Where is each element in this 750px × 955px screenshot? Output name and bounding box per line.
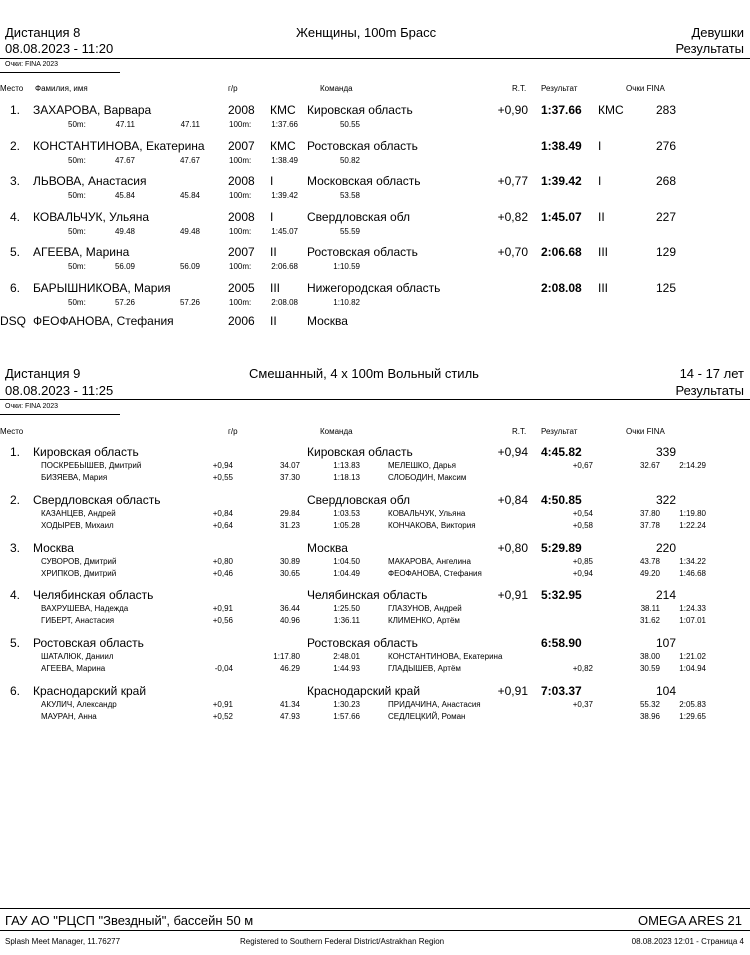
swimmer-name: ХОДЫРЕВ, Михаил	[41, 520, 114, 530]
split-100-lap: 1:10.82	[333, 297, 360, 307]
result-time: 5:29.89	[541, 540, 582, 555]
divider	[0, 72, 120, 73]
footer-software: Splash Meet Manager, 11.76277	[5, 937, 121, 946]
team: Московская область	[307, 174, 421, 188]
swimmer-name: ШАТАЛЮК, Даниил	[41, 652, 114, 662]
swimmer-split: 31.23	[279, 520, 300, 530]
team: Кировская область	[307, 103, 413, 117]
swimmer-time: 2:48.01	[333, 652, 360, 662]
swimmer-name: ГЛАЗУНОВ, Андрей	[388, 604, 462, 614]
rank: II	[270, 245, 277, 259]
swimmer-split: 40.96	[279, 616, 300, 626]
swimmer-split: 38.96	[639, 712, 660, 721]
birth-year: 2006	[228, 314, 255, 328]
col-result: Результат	[541, 84, 578, 93]
athlete-name: ФЕОФАНОВА, Стефания	[33, 314, 174, 328]
result-rank: III	[598, 280, 609, 295]
swimmer-time: 1:05.28	[333, 520, 360, 530]
birth-year: 2007	[228, 245, 255, 259]
points-system: Очки: FINA 2023	[5, 403, 59, 410]
swimmer-name: ПРИДАЧИНА, Анастасия	[388, 700, 481, 709]
swimmer-time: 1:04.94	[679, 664, 706, 674]
rank: III	[270, 280, 281, 295]
reaction-time: +0,91	[497, 588, 528, 603]
col-place: Место	[0, 427, 24, 436]
result-rank: III	[598, 245, 609, 259]
place: 1.	[10, 445, 21, 459]
team: Москва	[33, 540, 74, 555]
swimmer-rt: +0,37	[572, 700, 593, 709]
split-100: 1:37.66	[271, 120, 298, 129]
birth-year: 2008	[228, 209, 255, 224]
col-rt: R.T.	[512, 84, 527, 93]
footer-divider	[0, 908, 750, 909]
split-100-lap: 53.58	[339, 191, 360, 200]
swimmer-name: ГЛАДЫШЕВ, Артём	[388, 664, 461, 674]
split-50: 57.26	[114, 297, 135, 307]
col-yob: г/р	[228, 84, 238, 93]
swimmer-time: 1:19.80	[679, 508, 706, 518]
swimmer-name: ХРИПКОВ, Дмитрий	[41, 568, 117, 578]
rank: II	[270, 314, 277, 328]
split-label: 100m:	[229, 226, 252, 236]
swimmer-name: СЕДЛЕЦКИЙ, Роман	[388, 712, 466, 721]
event-date: 08.08.2023 - 11:25	[5, 383, 114, 398]
result-time: 1:45.07	[541, 209, 582, 224]
split-label: 100m:	[229, 120, 252, 129]
place: DSQ	[0, 314, 27, 328]
swimmer-rt: +0,94	[212, 461, 233, 470]
swimmer-time: 1:29.65	[679, 712, 706, 721]
swimmer-split: 41.34	[279, 700, 300, 709]
swimmer-name: БИЗЯЕВА, Мария	[41, 473, 108, 482]
footer-registered: Registered to Southern Federal District/Astrakhan Region	[240, 937, 445, 946]
swimmer-time: 1:44.93	[333, 664, 360, 674]
split-100: 1:45.07	[271, 226, 298, 236]
swimmer-time: 1:04.49	[333, 568, 360, 578]
split-label: 100m:	[229, 191, 252, 200]
team-short: Москва	[307, 540, 348, 555]
split-100: 1:38.49	[271, 155, 298, 165]
split-50: 47.11	[115, 120, 135, 129]
fina-points: 129	[656, 245, 677, 259]
swimmer-time: 1:34.22	[679, 556, 706, 566]
split-label: 50m:	[68, 120, 86, 129]
athlete-name: ЛЬВОВА, Анастасия	[33, 174, 147, 188]
col-team: Команда	[320, 84, 353, 93]
swimmer-name: КАЗАНЦЕВ, Андрей	[41, 508, 116, 518]
result-time: 4:50.85	[541, 492, 582, 507]
swimmer-name: ПОСКРЕБЫШЕВ, Дмитрий	[41, 461, 142, 470]
split-50-cum: 57.26	[179, 297, 200, 307]
footer-venue: ГАУ АО "РЦСП "Звездный", бассейн 50 м	[5, 913, 254, 928]
split-100: 2:08.08	[271, 297, 298, 307]
swimmer-name: АГЕЕВА, Марина	[41, 664, 106, 674]
birth-year: 2008	[228, 103, 255, 117]
swimmer-split: 46.29	[279, 664, 300, 674]
col-place: Место	[0, 84, 24, 93]
swimmer-time: 1:13.83	[333, 461, 360, 470]
reaction-time: +0,90	[497, 103, 528, 117]
swimmer-name: МЕЛЕШКО, Дарья	[388, 461, 456, 470]
split-50: 45.84	[114, 191, 135, 200]
split-50-cum: 47.11	[180, 120, 200, 129]
result-time: 4:45.82	[541, 445, 582, 459]
place: 5.	[10, 636, 21, 651]
swimmer-name: СЛОБОДИН, Максим	[388, 473, 467, 482]
swimmer-time: 1:18.13	[333, 473, 360, 482]
swimmer-rt: +0,52	[212, 712, 233, 721]
team: Свердловская обл	[307, 209, 411, 224]
place: 2.	[10, 138, 21, 153]
swimmer-rt: +0,84	[212, 508, 233, 518]
swimmer-rt: +0,55	[212, 473, 233, 482]
fina-points: 283	[656, 103, 677, 117]
event-results-label: Результаты	[675, 383, 744, 398]
swimmer-rt: +0,64	[212, 520, 233, 530]
team: Кировская область	[33, 445, 139, 459]
event-date: 08.08.2023 - 11:20	[5, 41, 114, 56]
swimmer-split: 30.65	[279, 568, 300, 578]
result-time: 5:32.95	[541, 588, 582, 603]
event-distance: Дистанция 8	[5, 25, 81, 40]
team-short: Свердловская обл	[307, 492, 411, 507]
place: 6.	[10, 684, 21, 698]
rank: КМС	[270, 138, 296, 153]
swimmer-split: 38.00	[639, 652, 660, 662]
swimmer-split: 36.44	[279, 604, 300, 614]
team: Ростовская область	[307, 138, 418, 153]
swimmer-rt: +0,85	[572, 556, 593, 566]
place: 1.	[10, 103, 21, 117]
split-label: 50m:	[68, 155, 86, 165]
swimmer-rt: +0,46	[212, 568, 233, 578]
swimmer-time: 2:05.83	[679, 700, 706, 709]
fina-points: 214	[656, 588, 677, 603]
swimmer-rt: +0,91	[212, 604, 233, 614]
reaction-time: +0,77	[497, 174, 528, 188]
fina-points: 268	[656, 174, 677, 188]
swimmer-rt: -0,04	[214, 664, 233, 674]
split-label: 100m:	[229, 297, 252, 307]
swimmer-time: 1:30.23	[333, 700, 360, 709]
result-rank: I	[598, 174, 602, 188]
swimmer-split: 32.67	[639, 461, 660, 470]
swimmer-split: 47.93	[279, 712, 300, 721]
split-50-cum: 45.84	[179, 191, 200, 200]
swimmer-time: 2:14.29	[679, 461, 706, 470]
swimmer-rt: +0,54	[572, 508, 593, 518]
team-short: Челябинская область	[307, 588, 428, 603]
athlete-name: КОВАЛЬЧУК, Ульяна	[33, 209, 150, 224]
split-100: 1:39.42	[271, 191, 298, 200]
swimmer-split: 34.07	[279, 461, 300, 470]
split-50-cum: 56.09	[179, 262, 200, 271]
swimmer-time: 1:57.66	[333, 712, 360, 721]
result-time: 1:38.49	[541, 138, 582, 153]
birth-year: 2008	[228, 174, 255, 188]
split-50: 49.48	[114, 226, 135, 236]
reaction-time: +0,80	[497, 540, 528, 555]
col-name: Фамилия, имя	[35, 84, 88, 93]
swimmer-time: 1:07.01	[679, 616, 706, 626]
swimmer-name: АКУЛИЧ, Александр	[41, 700, 117, 709]
swimmer-rt: +0,94	[572, 568, 593, 578]
place: 5.	[10, 245, 21, 259]
athlete-name: ЗАХАРОВА, Варвара	[33, 103, 152, 117]
split-100-lap: 50.82	[339, 155, 360, 165]
split-50: 47.67	[114, 155, 135, 165]
divider	[0, 414, 120, 415]
swimmer-split: 31.62	[639, 616, 660, 626]
result-rank: I	[598, 138, 602, 153]
result-time: 2:08.08	[541, 280, 582, 295]
split-100: 2:06.68	[271, 262, 298, 271]
birth-year: 2005	[228, 280, 255, 295]
place: 4.	[10, 588, 21, 603]
swimmer-split: 30.89	[279, 556, 300, 566]
fina-points: 125	[656, 280, 677, 295]
split-50-cum: 47.67	[179, 155, 200, 165]
team: Челябинская область	[33, 588, 154, 603]
swimmer-rt: +0,82	[572, 664, 593, 674]
team: Свердловская область	[33, 492, 161, 507]
team-short: Ростовская область	[307, 636, 418, 651]
swimmer-time: 1:24.33	[679, 604, 706, 614]
swimmer-split: 37.78	[639, 520, 660, 530]
swimmer-split: 55.32	[639, 700, 660, 709]
event-title: Смешанный, 4 x 100m Вольный стиль	[249, 366, 479, 381]
reaction-time: +0,82	[497, 209, 528, 224]
swimmer-name: КОНЧАКОВА, Виктория	[388, 520, 476, 530]
event-title: Женщины, 100m Брасс	[296, 25, 437, 40]
team: Нижегородская область	[307, 280, 441, 295]
split-100-lap: 50.55	[339, 120, 360, 129]
swimmer-name: КОНСТАНТИНОВА, Екатерина	[388, 652, 503, 662]
rank: I	[270, 174, 274, 188]
swimmer-split: 37.80	[639, 508, 660, 518]
reaction-time: +0,84	[497, 492, 528, 507]
team: Ростовская область	[307, 245, 418, 259]
swimmer-name: КЛИМЕНКО, Артём	[388, 616, 460, 626]
swimmer-name: ГИБЕРТ, Анастасия	[41, 616, 115, 626]
split-50-cum: 49.48	[179, 226, 200, 236]
place: 2.	[10, 492, 21, 507]
swimmer-split: 43.78	[639, 556, 660, 566]
footer-divider	[0, 930, 750, 931]
place: 3.	[10, 174, 21, 188]
swimmer-split: 37.30	[279, 473, 300, 482]
col-yob: г/р	[228, 427, 238, 436]
reaction-time: +0,70	[497, 245, 528, 259]
reaction-time: +0,91	[497, 684, 528, 698]
swimmer-time: 1:46.68	[679, 568, 706, 578]
split-50: 56.09	[114, 262, 135, 271]
split-100-lap: 1:10.59	[333, 262, 360, 271]
points-system: Очки: FINA 2023	[5, 61, 59, 68]
team: Краснодарский край	[33, 684, 147, 698]
athlete-name: АГЕЕВА, Марина	[33, 245, 130, 259]
swimmer-time: 1:25.50	[333, 604, 360, 614]
event-category: 14 - 17 лет	[679, 366, 744, 381]
col-result: Результат	[541, 427, 578, 436]
result-time: 6:58.90	[541, 636, 582, 651]
swimmer-time: 1:36.11	[333, 616, 360, 626]
swimmer-name: ФЕОФАНОВА, Стефания	[388, 568, 482, 578]
place: 6.	[10, 280, 21, 295]
place: 4.	[10, 209, 21, 224]
swimmer-split: 38.11	[640, 604, 660, 614]
col-fina: Очки FINA	[626, 427, 665, 436]
team-short: Кировская область	[307, 445, 413, 459]
swimmer-time: 1:03.53	[333, 508, 360, 518]
footer-timing: OMEGA ARES 21	[637, 913, 742, 928]
athlete-name: КОНСТАНТИНОВА, Екатерина	[33, 138, 205, 153]
swimmer-split: 29.84	[279, 508, 300, 518]
fina-points: 276	[656, 138, 677, 153]
split-label: 50m:	[68, 297, 86, 307]
result-time: 1:37.66	[541, 103, 582, 117]
team-short: Краснодарский край	[307, 684, 421, 698]
split-label: 50m:	[68, 191, 86, 200]
divider	[0, 399, 750, 400]
team: Ростовская область	[33, 636, 144, 651]
footer-printed: 08.08.2023 12:01 - Страница 4	[631, 937, 744, 946]
fina-points: 339	[656, 445, 677, 459]
swimmer-name: СУВОРОВ, Дмитрий	[41, 556, 117, 566]
fina-points: 227	[656, 209, 677, 224]
result-rank: II	[598, 209, 605, 224]
split-label: 100m:	[229, 155, 252, 165]
swimmer-name: МАКАРОВА, Ангелина	[388, 556, 471, 566]
divider	[0, 58, 750, 59]
result-time: 2:06.68	[541, 245, 582, 259]
rank: КМС	[270, 103, 296, 117]
event-distance: Дистанция 9	[5, 366, 81, 381]
result-rank: КМС	[598, 103, 624, 117]
fina-points: 220	[656, 540, 677, 555]
birth-year: 2007	[228, 138, 255, 153]
col-rt: R.T.	[512, 427, 527, 436]
swimmer-rt: +0,91	[212, 700, 233, 709]
swimmer-time: 1:04.50	[333, 556, 360, 566]
swimmer-split: 49.20	[639, 568, 660, 578]
event-results-label: Результаты	[675, 41, 744, 56]
result-time: 1:39.42	[541, 174, 582, 188]
swimmer-split: 30.59	[639, 664, 660, 674]
swimmer-rt: +0,56	[212, 616, 233, 626]
swimmer-time: 1:21.02	[679, 652, 706, 662]
swimmer-rt: +0,58	[572, 520, 593, 530]
swimmer-split: 1:17.80	[273, 652, 300, 662]
place: 3.	[10, 540, 21, 555]
rank: I	[270, 209, 274, 224]
split-label: 50m:	[68, 262, 86, 271]
swimmer-name: МАУРАН, Анна	[41, 712, 97, 721]
fina-points: 322	[656, 492, 677, 507]
swimmer-rt: +0,67	[572, 461, 593, 470]
event-category: Девушки	[691, 25, 744, 40]
split-label: 100m:	[229, 262, 252, 271]
result-time: 7:03.37	[541, 684, 582, 698]
swimmer-name: ВАХРУШЕВА, Надежда	[41, 604, 129, 614]
split-100-lap: 55.59	[339, 226, 360, 236]
swimmer-time: 1:22.24	[679, 520, 706, 530]
col-fina: Очки FINA	[626, 84, 665, 93]
swimmer-name: КОВАЛЬЧУК, Ульяна	[388, 508, 466, 518]
fina-points: 107	[656, 636, 677, 651]
fina-points: 104	[656, 684, 677, 698]
col-team: Команда	[320, 427, 353, 436]
athlete-name: БАРЫШНИКОВА, Мария	[33, 280, 171, 295]
split-label: 50m:	[68, 226, 86, 236]
swimmer-rt: +0,80	[212, 556, 233, 566]
reaction-time: +0,94	[497, 445, 528, 459]
team: Москва	[307, 314, 348, 328]
